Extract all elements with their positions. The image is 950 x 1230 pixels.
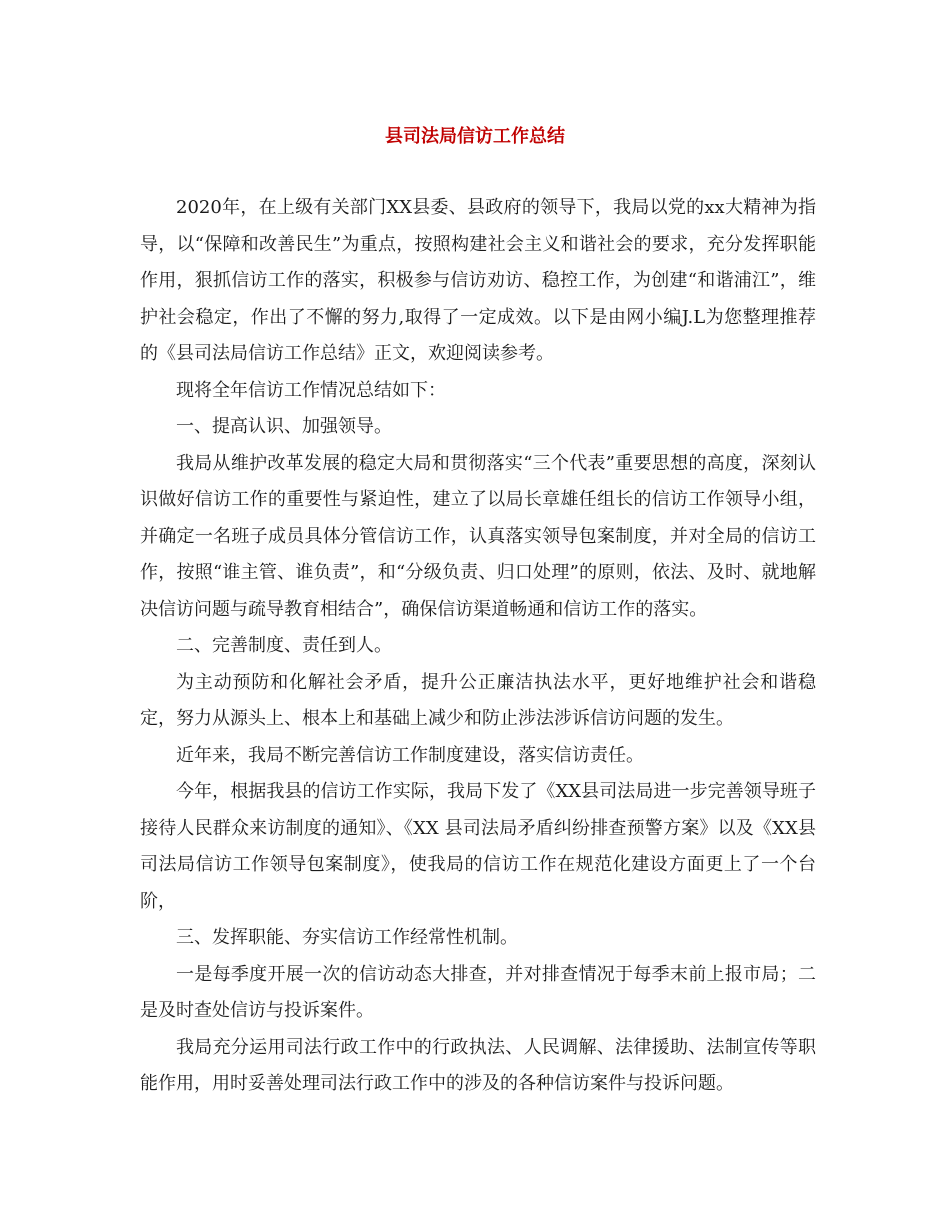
paragraph-inspection: 一是每季度开展一次的信访动态大排查，并对排查情况于每季末前上报市局；二是及时查处信访与投诉案件。 (140, 963, 816, 1021)
paragraph-regulations: 今年，根据我县的信访工作实际，我局下发了《XX县司法局进一步完善领导班子接待人民群众来访制度的通知》、《XX 县司法局矛盾纠纷排查预警方案》以及《XX县司法局信访工作领导包案制度》，使我局的信访工作在规范化建设方面更上了一个台阶， (140, 781, 816, 912)
paragraph-leadership: 我局从维护改革发展的稳定大局和贯彻落实“三个代表”重要思想的高度，深刻认识做好信访工作的重要性与紧迫性，建立了以局长章雄任组长的信访工作领导小组，并确定一名班子成员具体分管信访工作，认真落实领导包案制度，并对全局的信访工作，按照“谁主管、谁负责”，和“分级负责、归口处理”的原则，依法、及时、就地解决信访问题与疏导教育相结合”，确保信访渠道畅通和信访工作的落实。 (140, 452, 816, 620)
paragraph-system-building: 近年来，我局不断完善信访工作制度建设，落实信访责任。 (176, 744, 644, 766)
document-title: 县司法局信访工作总结 (385, 126, 565, 147)
paragraph-prevention: 为主动预防和化解社会矛盾，提升公正廉洁执法水平，更好地维护社会和谐稳定，努力从源头上、根本上和基础上减少和防止涉法涉诉信访问题的发生。 (140, 671, 816, 729)
section-heading-3: 三、发挥职能、夯实信访工作经常性机制。 (176, 927, 518, 948)
section-heading-1: 一、提高认识、加强领导。 (176, 416, 392, 437)
paragraph-intro: 2020年，在上级有关部门XX县委、县政府的领导下，我局以党的xx大精神为指导，以“保障和改善民生”为重点，按照构建社会主义和谐社会的要求，充分发挥职能作用，狠抓信访工作的落实，积极参与信访劝访、稳控工作，为创建“和谐浦江”，维护社会稳定，作出了不懈的努力,取得了一定成效。以下是由网小编J.L为您整理推荐的《县司法局信访工作总结》正文，欢迎阅读参考。 (140, 197, 816, 364)
paragraph-functions: 我局充分运用司法行政工作中的行政执法、人民调解、法律援助、法制宣传等职能作用，用时妥善处理司法行政工作中的涉及的各种信访案件与投诉问题。 (140, 1036, 816, 1094)
document-body (140, 190, 816, 1103)
section-heading-2: 二、完善制度、责任到人。 (176, 635, 392, 656)
paragraph-summary-lead: 现将全年信访工作情况总结如下： (176, 379, 446, 401)
